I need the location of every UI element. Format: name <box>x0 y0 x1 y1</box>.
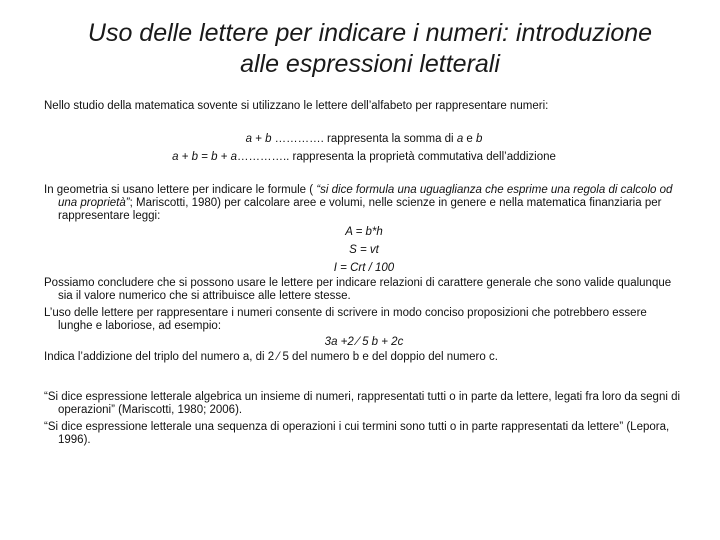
formula-speed: S = vt <box>349 244 379 256</box>
example-sum-expr: a + b <box>245 133 272 145</box>
title-line-2: alle espressioni letterali <box>240 50 500 78</box>
formula-area: A = b*h <box>345 226 383 238</box>
example-description: Indica l’addizione del triplo del numero a, di 2 ⁄ 5 del numero b e del doppio del numero c. <box>44 351 498 363</box>
conclusion-paragraph: Possiamo concludere che si possono usare le lettere per indicare relazioni di carattere generale che sono valide qualunque sia il valore numerico che si attribuisce alle lettere stesse. <box>44 277 672 302</box>
formula-interest: I = Crt / 100 <box>333 262 395 274</box>
formula-list <box>44 223 684 277</box>
slide-body <box>44 100 684 447</box>
example-sum <box>44 133 684 146</box>
formula-definition-quote: “si dice formula una uguaglianza che esprime una regola di calcolo od una proprietà” <box>58 184 673 209</box>
example-expression: 3a +2 ⁄ 5 b + 2c <box>324 336 404 348</box>
example-commutative-text: ………….. rappresenta la proprietà commutativa dell’addizione <box>236 151 556 163</box>
intro-paragraph: Nello studio della matematica sovente si utilizzano le lettere dell’alfabeto per rappresentare numeri: <box>44 100 549 112</box>
definition-algebraic: “Si dice espressione letterale algebrica un insieme di numeri, rappresentati tutti o in parte da lettere, legati fra loro da segni di operazioni” (Mariscotti, 1980; 2006). <box>44 391 681 416</box>
definition-literal: “Si dice espressione letterale una sequenza di operazioni i cui termini sono tutti o in parte rappresentati da lettere” (Lepora, 1996). <box>44 421 670 446</box>
example-sum-var-a: a <box>456 133 464 145</box>
example-sum-and: e <box>463 133 477 145</box>
concise-paragraph: L’uso delle lettere per rappresentare i numeri consente di scrivere in modo conciso proposizioni che potrebbero essere lunghe e laboriose, ad esempio: <box>44 307 647 332</box>
example-commutative <box>44 151 684 164</box>
title-line-1: Uso delle lettere per indicare i numeri: introduzione <box>87 19 653 47</box>
geometry-paragraph <box>44 184 684 223</box>
geometry-before: In geometria si usano lettere per indicare le formule ( <box>44 184 317 196</box>
example-sum-text: …………. rappresenta la somma di <box>271 133 457 145</box>
geometry-after: ; Mariscotti, 1980) per calcolare aree e volumi, nelle scienze in genere e nella matematica finanziaria per rappresentare leggi: <box>58 197 662 222</box>
example-commutative-expr: a + b = b + a <box>172 151 237 163</box>
slide-title <box>40 18 700 80</box>
example-sum-var-b: b <box>476 133 483 145</box>
